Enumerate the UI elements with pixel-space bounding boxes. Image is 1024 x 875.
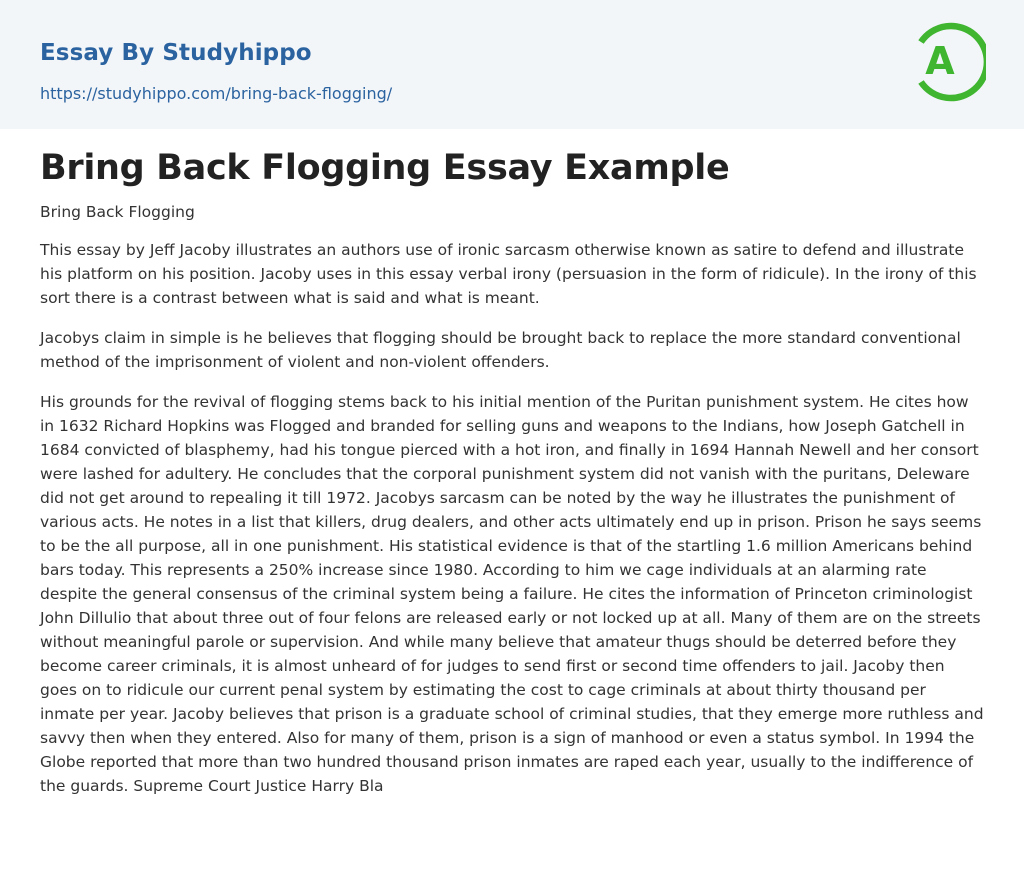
- article-content: [40, 140, 984, 798]
- page-url-link[interactable]: https://studyhippo.com/bring-back-flogging/: [40, 84, 393, 103]
- page-title: Bring Back Flogging Essay Example: [40, 148, 730, 188]
- paragraph-1: This essay by Jeff Jacoby illustrates an authors use of ironic sarcasm otherwise known as satire to defend and illustrate his platform on his position. Jacoby uses in this essay verbal irony (persuasion in the form of ridicule). In the irony of this sort there is a contrast between what is said and what is meant.: [40, 241, 977, 307]
- studyhippo-logo[interactable]: [912, 20, 986, 104]
- article-subtitle: Bring Back Flogging: [40, 203, 195, 221]
- logo-letter: A: [925, 39, 955, 83]
- paragraph-3: His grounds for the revival of flogging stems back to his initial mention of the Puritan punishment system. He cites how in 1632 Richard Hopkins was Flogged and branded for selling guns and weapons to the Indians, how Joseph Gatchell in 1684 convicted of blasphemy, had his tongue pierced with a hot iron, and finally in 1694 Hannah Newell and her consort were lashed for adultery. He concludes that the corporal punishment system did not vanish with the puritans, Deleware did not get around to repealing it till 1972. Jacobys sarcasm can be noted by the way he illustrates the punishment of various acts. He notes in a list that killers, drug dealers, and other acts ultimately end up in prison. Prison he says seems to be the all purpose, all in one punishment. His statistical evidence is that of the startling 1.6 million Americans behind bars today. This represents a 250% increase since 1980. According to him we cage individuals at an alarming rate despite the general consensus of the criminal system being a failure. He cites the information of Princeton criminologist John Dillulio that about three out of four felons are released early or not locked up at all. Many of them are on the streets without meaningful parole or supervision. And while many believe that amateur thugs should be deterred before they become career criminals, it is almost unheard of for judges to send first or second time offenders to jail. Jacoby then goes on to ridicule our current penal system by estimating the cost to cage criminals at about thirty thousand per inmate per year. Jacoby believes that prison is a graduate school of criminal studies, that they emerge more ruthless and savvy then when they entered. Also for many of them, prison is a sign of manhood or even a status symbol. In 1994 the Globe reported that more than two hundred thousand prison inmates are raped each year, usually to the indifference of the guards. Supreme Court Justice Harry Bla: [40, 393, 984, 795]
- logo-ring-icon: [912, 20, 986, 104]
- paragraph-2: Jacobys claim in simple is he believes that flogging should be brought back to replace the more standard conventional method of the imprisonment of violent and non-violent offenders.: [40, 329, 961, 371]
- site-header: [0, 0, 1024, 129]
- site-brand-link[interactable]: Essay By Studyhippo: [40, 40, 312, 66]
